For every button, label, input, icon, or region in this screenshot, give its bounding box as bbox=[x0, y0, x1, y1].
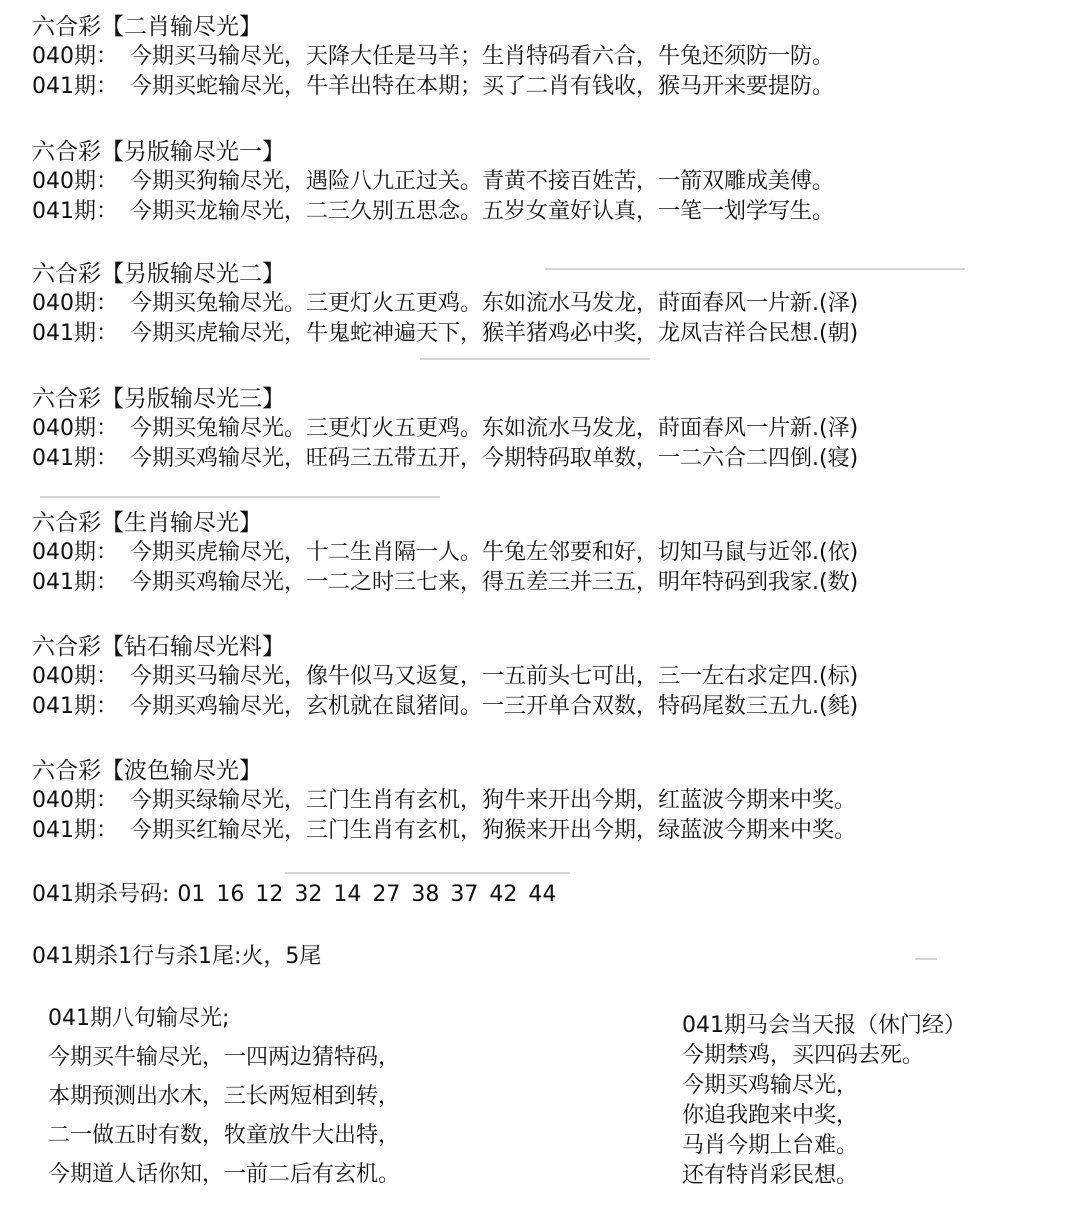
section-title: 六合彩【另版输尽光三】 bbox=[32, 386, 285, 412]
period-label: 040期： bbox=[32, 291, 118, 316]
row-text: 今期买狗输尽光，遇险八九正过关。青黄不接百姓苦，一箭双雕成美傅。 bbox=[130, 169, 835, 194]
period-label: 041期： bbox=[32, 694, 118, 719]
period-label: 041期： bbox=[32, 74, 118, 99]
row-text: 今期买龙输尽光，二三久别五思念。五岁女童好认真，一笔一划学写生。 bbox=[130, 199, 835, 224]
poem-eight-lines bbox=[48, 1004, 400, 1199]
period-label: 040期： bbox=[32, 416, 118, 441]
section-sheng-xiao bbox=[32, 508, 1072, 598]
section-ling-ban-3 bbox=[32, 384, 1072, 474]
row-text: 今期买虎输尽光，十二生肖隔一人。牛兔左邻要和好，切知马鼠与近邻.(依) bbox=[130, 540, 859, 565]
kill-row-tail: 041期杀1行与杀1尾:火，5尾 bbox=[32, 944, 322, 969]
poem-title: 041期马会当天报（休门经） bbox=[682, 1013, 966, 1038]
poem-line: 马肖今期上台难。 bbox=[682, 1133, 859, 1158]
section-title: 六合彩【另版输尽光一】 bbox=[32, 139, 285, 165]
period-label: 040期： bbox=[32, 169, 118, 194]
section-er-xiao bbox=[32, 12, 1072, 102]
row-text: 今期买鸡输尽光，旺码三五带五开，今期特码取单数，一二六合二四倒.(寝) bbox=[130, 446, 859, 471]
scan-smudge bbox=[915, 958, 937, 960]
row-text: 今期买蛇输尽光，牛羊出特在本期；买了二肖有钱收，猴马开来要提防。 bbox=[130, 74, 835, 99]
kill-numbers-row bbox=[32, 880, 567, 910]
row-text: 今期买兔输尽光。三更灯火五更鸡。东如流水马发龙，莳面春风一片新.(泽) bbox=[130, 416, 859, 441]
section-title: 六合彩【钻石输尽光料】 bbox=[32, 634, 285, 660]
scan-smudge bbox=[545, 268, 965, 270]
section-title: 六合彩【二肖输尽光】 bbox=[32, 14, 262, 40]
section-row bbox=[32, 692, 1072, 722]
section-row bbox=[32, 414, 1072, 444]
kill-number: 16 bbox=[216, 882, 245, 907]
poem-line: 今期买鸡输尽光， bbox=[682, 1073, 859, 1098]
kill-number: 01 bbox=[177, 882, 206, 907]
period-label: 040期： bbox=[32, 788, 118, 813]
row-text: 今期买虎输尽光，牛鬼蛇神遍天下，猴羊猪鸡必中奖，龙凤吉祥合民想.(朝) bbox=[130, 321, 859, 346]
section-title: 六合彩【波色输尽光】 bbox=[32, 758, 262, 784]
kill-number: 44 bbox=[528, 882, 557, 907]
row-text: 今期买马输尽光，天降大任是马羊；生肖特码看六合，牛兔还须防一防。 bbox=[130, 44, 835, 69]
poem-line: 本期预测出水木，三长两短相到转， bbox=[48, 1084, 401, 1109]
section-row bbox=[32, 444, 1072, 474]
section-row bbox=[32, 289, 1072, 319]
kill-number: 42 bbox=[489, 882, 518, 907]
period-label: 041期： bbox=[32, 321, 118, 346]
period-label: 041期： bbox=[32, 570, 118, 595]
kill-number: 38 bbox=[411, 882, 440, 907]
section-row bbox=[32, 662, 1072, 692]
kill-numbers-label: 041期杀号码: bbox=[32, 882, 170, 907]
section-title: 六合彩【生肖输尽光】 bbox=[32, 510, 262, 536]
period-label: 041期： bbox=[32, 818, 118, 843]
kill-number: 12 bbox=[255, 882, 284, 907]
kill-number: 37 bbox=[450, 882, 479, 907]
poem-line: 还有特肖彩民想。 bbox=[682, 1163, 859, 1188]
kill-number: 14 bbox=[333, 882, 362, 907]
row-text: 今期买马输尽光，像牛似马又返复，一五前头七可出，三一左右求定四.(标) bbox=[130, 664, 859, 689]
section-title: 六合彩【另版输尽光二】 bbox=[32, 261, 285, 287]
period-label: 040期： bbox=[32, 540, 118, 565]
section-row bbox=[32, 816, 1072, 846]
period-label: 041期： bbox=[32, 199, 118, 224]
section-ling-ban-2 bbox=[32, 259, 1072, 349]
poem-line: 二一做五时有数，牧童放牛大出特， bbox=[48, 1123, 401, 1148]
kill-number: 27 bbox=[372, 882, 401, 907]
kill-number: 32 bbox=[294, 882, 323, 907]
period-label: 040期： bbox=[32, 44, 118, 69]
scan-smudge bbox=[40, 496, 440, 498]
section-row bbox=[32, 72, 1072, 102]
row-text: 今期买兔输尽光。三更灯火五更鸡。东如流水马发龙，莳面春风一片新.(泽) bbox=[130, 291, 859, 316]
section-row bbox=[32, 167, 1072, 197]
scan-smudge bbox=[420, 358, 650, 360]
period-label: 041期： bbox=[32, 446, 118, 471]
row-text: 今期买绿输尽光，三门生肖有玄机，狗牛来开出今期，红蓝波今期来中奖。 bbox=[130, 788, 857, 813]
section-row bbox=[32, 538, 1072, 568]
poem-title: 041期八句输尽光; bbox=[48, 1006, 230, 1031]
poem-line: 今期禁鸡，买四码去死。 bbox=[682, 1043, 925, 1068]
poem-line: 你追我跑来中奖， bbox=[682, 1103, 859, 1128]
scan-smudge bbox=[285, 872, 570, 874]
row-text: 今期买鸡输尽光，玄机就在鼠猪间。一三开单合双数，特码尾数三五九.(毵) bbox=[130, 694, 859, 719]
section-row bbox=[32, 568, 1072, 598]
section-ling-ban-1 bbox=[32, 137, 1072, 227]
section-row bbox=[32, 197, 1072, 227]
section-zuan-shi bbox=[32, 632, 1072, 722]
poem-ma-hui bbox=[682, 1011, 966, 1191]
section-bo-se bbox=[32, 756, 1072, 846]
period-label: 040期： bbox=[32, 664, 118, 689]
section-row bbox=[32, 319, 1072, 349]
row-text: 今期买鸡输尽光，一二之时三七来，得五差三并三五，明年特码到我家.(数) bbox=[130, 570, 859, 595]
section-row bbox=[32, 786, 1072, 816]
section-row bbox=[32, 42, 1072, 72]
poem-line: 今期买牛输尽光，一四两边猜特码， bbox=[48, 1045, 401, 1070]
poem-line: 今期道人话你知，一前二后有玄机。 bbox=[48, 1162, 401, 1187]
row-text: 今期买红输尽光，三门生肖有玄机，狗猴来开出今期，绿蓝波今期来中奖。 bbox=[130, 818, 857, 843]
